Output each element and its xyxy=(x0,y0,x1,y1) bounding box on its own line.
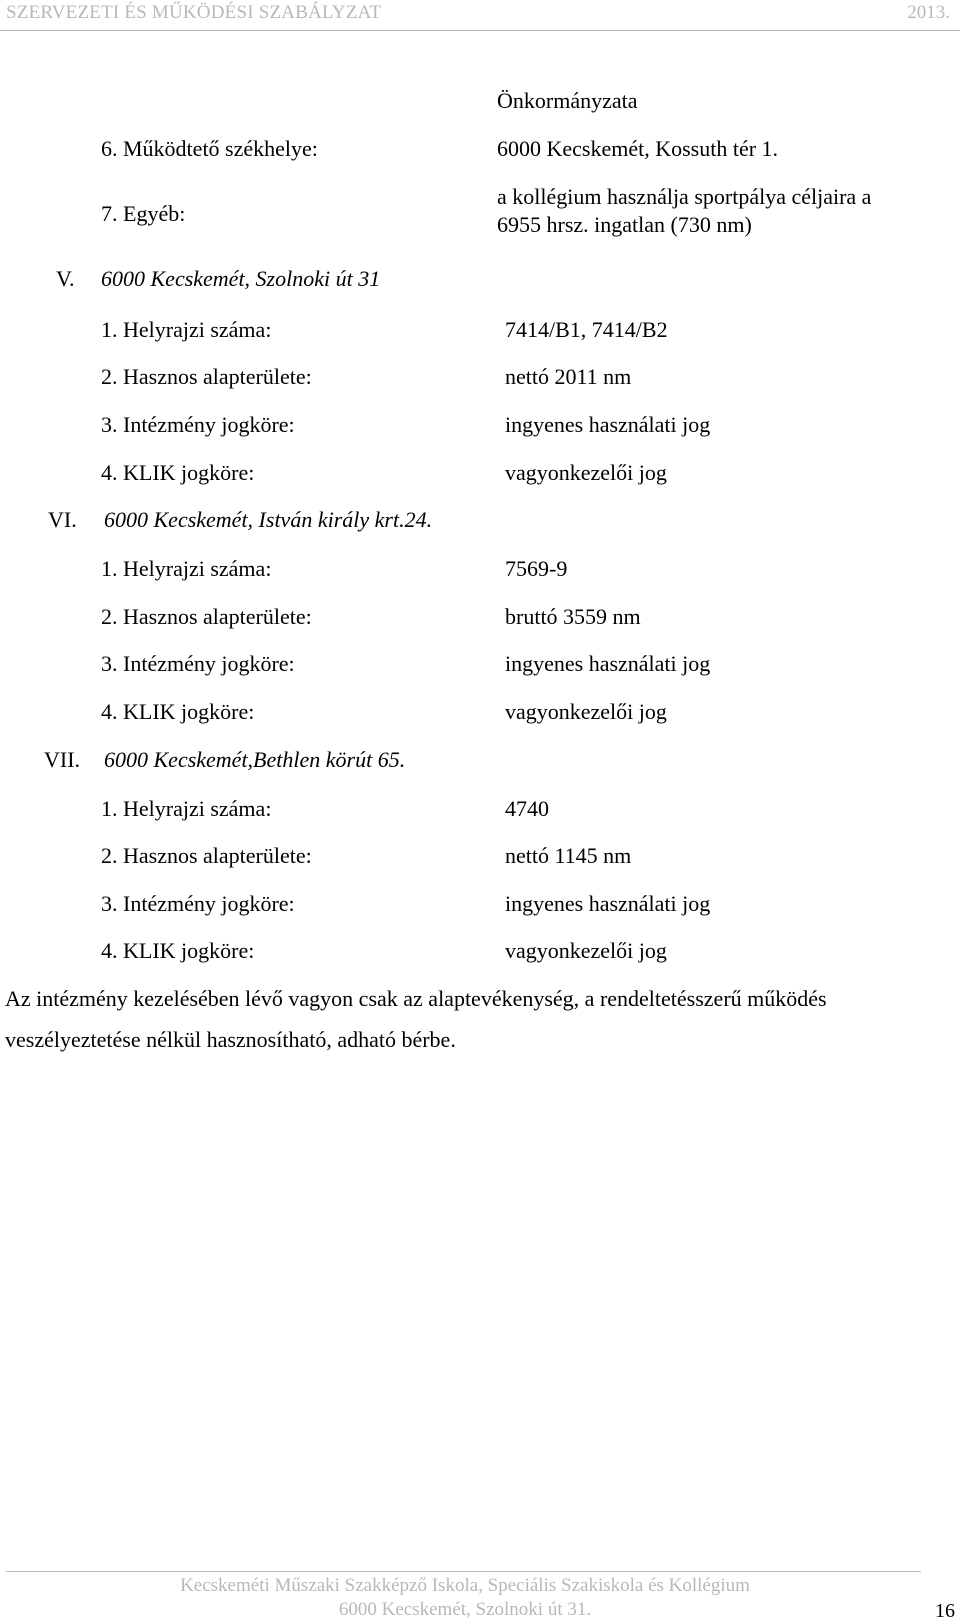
section-numeral: V. xyxy=(56,266,75,291)
section-address: 6000 Kecskemét,Bethlen körút 65. xyxy=(104,747,406,772)
row-value: vagyonkezelői jog xyxy=(505,699,667,724)
row-label: 4. KLIK jogköre: xyxy=(101,460,255,485)
closing-paragraph: Az intézmény kezelésében lévő vagyon csak az alaptevékenység, a rendeltetésszerű működés veszélyeztetése nélkül hasznosítható, adható bérbe. xyxy=(5,986,827,1052)
row-label-other: 7. Egyéb: xyxy=(101,201,186,226)
row-label: 2. Hasznos alapterülete: xyxy=(101,604,312,629)
row-label: 1. Helyrajzi száma: xyxy=(101,317,272,342)
page-header xyxy=(0,0,960,31)
document-year: 2013. xyxy=(907,2,950,23)
section-address: 6000 Kecskemét, Szolnoki út 31 xyxy=(101,266,381,291)
section-numeral: VI. xyxy=(48,507,77,532)
row-label: 4. KLIK jogköre: xyxy=(101,938,255,963)
row-label: 4. KLIK jogköre: xyxy=(101,699,255,724)
row-value: 7414/B1, 7414/B2 xyxy=(505,317,668,342)
document-title: SZERVEZETI ÉS MŰKÖDÉSI SZABÁLYZAT xyxy=(6,2,382,23)
row-label: 1. Helyrajzi száma: xyxy=(101,796,272,821)
row-value: 7569-9 xyxy=(505,556,568,581)
row-value-seat: 6000 Kecskemét, Kossuth tér 1. xyxy=(497,136,779,161)
row-value: ingyenes használati jog xyxy=(505,651,711,676)
footer-address: 6000 Kecskemét, Szolnoki út 31. xyxy=(338,1599,592,1620)
row-label: 3. Intézmény jogköre: xyxy=(101,651,295,676)
row-label: 3. Intézmény jogköre: xyxy=(101,412,295,437)
row-label: 3. Intézmény jogköre: xyxy=(101,891,295,916)
section-numeral: VII. xyxy=(44,747,81,772)
row-label: 1. Helyrajzi száma: xyxy=(101,556,272,581)
footer-divider xyxy=(6,1571,921,1572)
row-label: 2. Hasznos alapterülete: xyxy=(101,364,312,389)
row-value: ingyenes használati jog xyxy=(505,412,711,437)
section-address: 6000 Kecskemét, István király krt.24. xyxy=(104,507,433,532)
row-value: ingyenes használati jog xyxy=(505,891,711,916)
row-value: vagyonkezelői jog xyxy=(505,460,667,485)
row-value-other-line1: a kollégium használja sportpálya céljaira a xyxy=(497,184,872,209)
footer-school-name: Kecskeméti Műszaki Szakképző Iskola, Speciális Szakiskola és Kollégium xyxy=(180,1575,750,1596)
row-value: 4740 xyxy=(505,796,549,821)
row-value: nettó 1145 nm xyxy=(505,843,632,868)
row-label: 2. Hasznos alapterülete: xyxy=(101,843,312,868)
row-value-other-line2: 6955 hrsz. ingatlan (730 nm) xyxy=(497,212,752,237)
row-value: nettó 2011 nm xyxy=(505,364,632,389)
continued-value: Önkormányzata xyxy=(497,88,638,113)
row-value: vagyonkezelői jog xyxy=(505,938,667,963)
page-number: 16 xyxy=(935,1600,955,1622)
row-value: bruttó 3559 nm xyxy=(505,604,641,629)
row-label-seat: 6. Működtető székhelye: xyxy=(101,136,318,161)
